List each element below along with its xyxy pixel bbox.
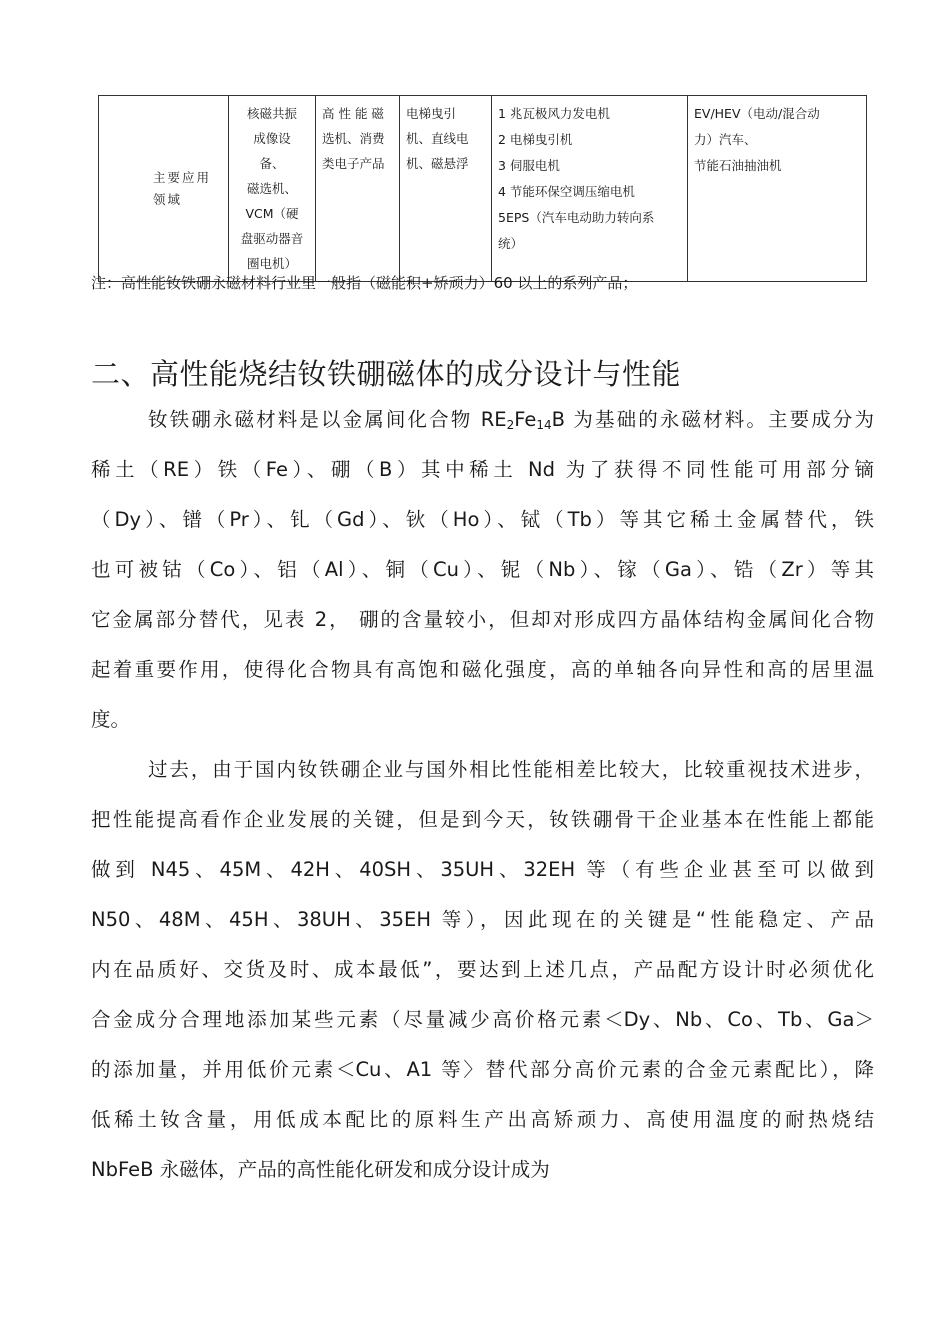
text-run: 钕铁硼永磁材料是以金属间化合物 RE <box>148 408 507 431</box>
cell-line: 2 电梯曳引机 <box>498 132 573 147</box>
paragraph-line: 的添加量，并用低价元素＜Cu、A1 等〉替代部分高价元素的合金元素配比），降 <box>91 1058 874 1081</box>
table-cell <box>229 96 316 282</box>
row-label-cell <box>99 96 229 282</box>
paragraph-line: 稀土（RE）铁（Fe）、硼（B）其中稀土 Nd 为了获得不同性能可用部分镝 <box>91 458 874 481</box>
cell-line: 3 伺服电机 <box>498 158 560 173</box>
table-cell <box>316 96 400 282</box>
cell-line: 统） <box>498 236 524 251</box>
paragraph-line: （Dy）、镨（Pr）、钆（Gd）、钬（Ho）、铽（Tb）等其它稀土金属替代，铁 <box>91 508 874 531</box>
paragraph-development <box>91 745 874 1195</box>
cell-line: 磁选机、 <box>246 181 297 196</box>
cell-line: 选机、消费 <box>322 131 385 146</box>
table-cell <box>400 96 492 282</box>
paragraph-line: 低稀土钕含量，用低成本配比的原料生产出高矫顽力、高使用温度的耐热烧结 <box>91 1108 874 1131</box>
cell-line: 高 性 能 磁 <box>322 106 384 121</box>
table-note: 注：高性能钕铁硼永磁材料行业里一般指（磁能积+矫顽力）60 以上的系列产品； <box>91 274 638 292</box>
cell-line: 类电子产品 <box>322 156 385 171</box>
subscript: 14 <box>536 418 552 432</box>
cell-line: VCM（硬 <box>245 206 299 221</box>
text-run: Fe <box>514 408 537 431</box>
cell-line: 盘驱动器音 <box>240 231 304 246</box>
cell-line: 备、 <box>259 156 285 171</box>
paragraph-line: 过去，由于国内钕铁硼企业与国外相比性能相差比较大，比较重视技术进步， <box>148 758 874 781</box>
row-label: 主要应用领域 <box>153 169 212 207</box>
cell-line: 圈电机） <box>246 256 297 271</box>
paragraph-line: 度。 <box>91 708 131 731</box>
cell-line: EV/HEV（电动/混合动 <box>694 106 820 121</box>
cell-line: 机、磁悬浮 <box>406 156 469 171</box>
table-row <box>99 96 867 282</box>
cell-line: 核磁共振 <box>246 106 297 121</box>
paragraph-line: NbFeB 永磁体，产品的高性能化研发和成分设计成为 <box>91 1158 550 1181</box>
cell-line: 力）汽车、 <box>694 132 757 147</box>
paragraph-line: 合金成分合理地添加某些元素（尽量减少高价格元素＜Dy、Nb、Co、Tb、Ga＞ <box>91 1008 874 1031</box>
paragraph-line: 起着重要作用，使得化合物具有高饱和磁化强度，高的单轴各向异性和高的居里温 <box>91 658 874 681</box>
paragraph-line: 它金属部分替代，见表 2， 硼的含量较小，但却对形成四方晶体结构金属间化合物 <box>91 608 874 631</box>
paragraph-line <box>91 395 874 445</box>
table-cell <box>492 96 688 282</box>
cell-line: 电梯曳引 <box>406 106 457 121</box>
section-heading: 二、高性能烧结钕铁硼磁体的成分设计与性能 <box>91 357 682 391</box>
paragraph-composition <box>91 395 874 745</box>
subscript: 2 <box>506 418 515 432</box>
paragraph-line: 做到 N45、45M、42H、40SH、35UH、32EH 等（有些企业甚至可以做到 <box>91 858 874 881</box>
text-run: B 为基础的永磁材料。主要成分为 <box>551 408 874 431</box>
cell-line: 机、直线电 <box>406 131 469 146</box>
cell-line: 1 兆瓦极风力发电机 <box>498 106 610 121</box>
paragraph-line: N50、48M、45H、38UH、35EH 等），因此现在的关键是“性能稳定、产品 <box>91 908 874 931</box>
cell-line: 4 节能环保空调压缩电机 <box>498 184 635 199</box>
paragraph-line: 内在品质好、交货及时、成本最低”，要达到上述几点，产品配方设计时必须优化 <box>91 958 874 981</box>
application-table <box>98 95 867 282</box>
cell-line: 5EPS（汽车电动助力转向系 <box>498 210 655 225</box>
table-cell <box>688 96 867 282</box>
paragraph-line: 把性能提高看作企业发展的关键，但是到今天，钕铁硼骨干企业基本在性能上都能 <box>91 808 874 831</box>
cell-line: 节能石油抽油机 <box>694 158 782 173</box>
paragraph-line: 也可被钴（Co）、铝（Al）、铜（Cu）、铌（Nb）、镓（Ga）、锆（Zr）等其 <box>91 558 874 581</box>
cell-line: 成像设 <box>253 131 291 146</box>
